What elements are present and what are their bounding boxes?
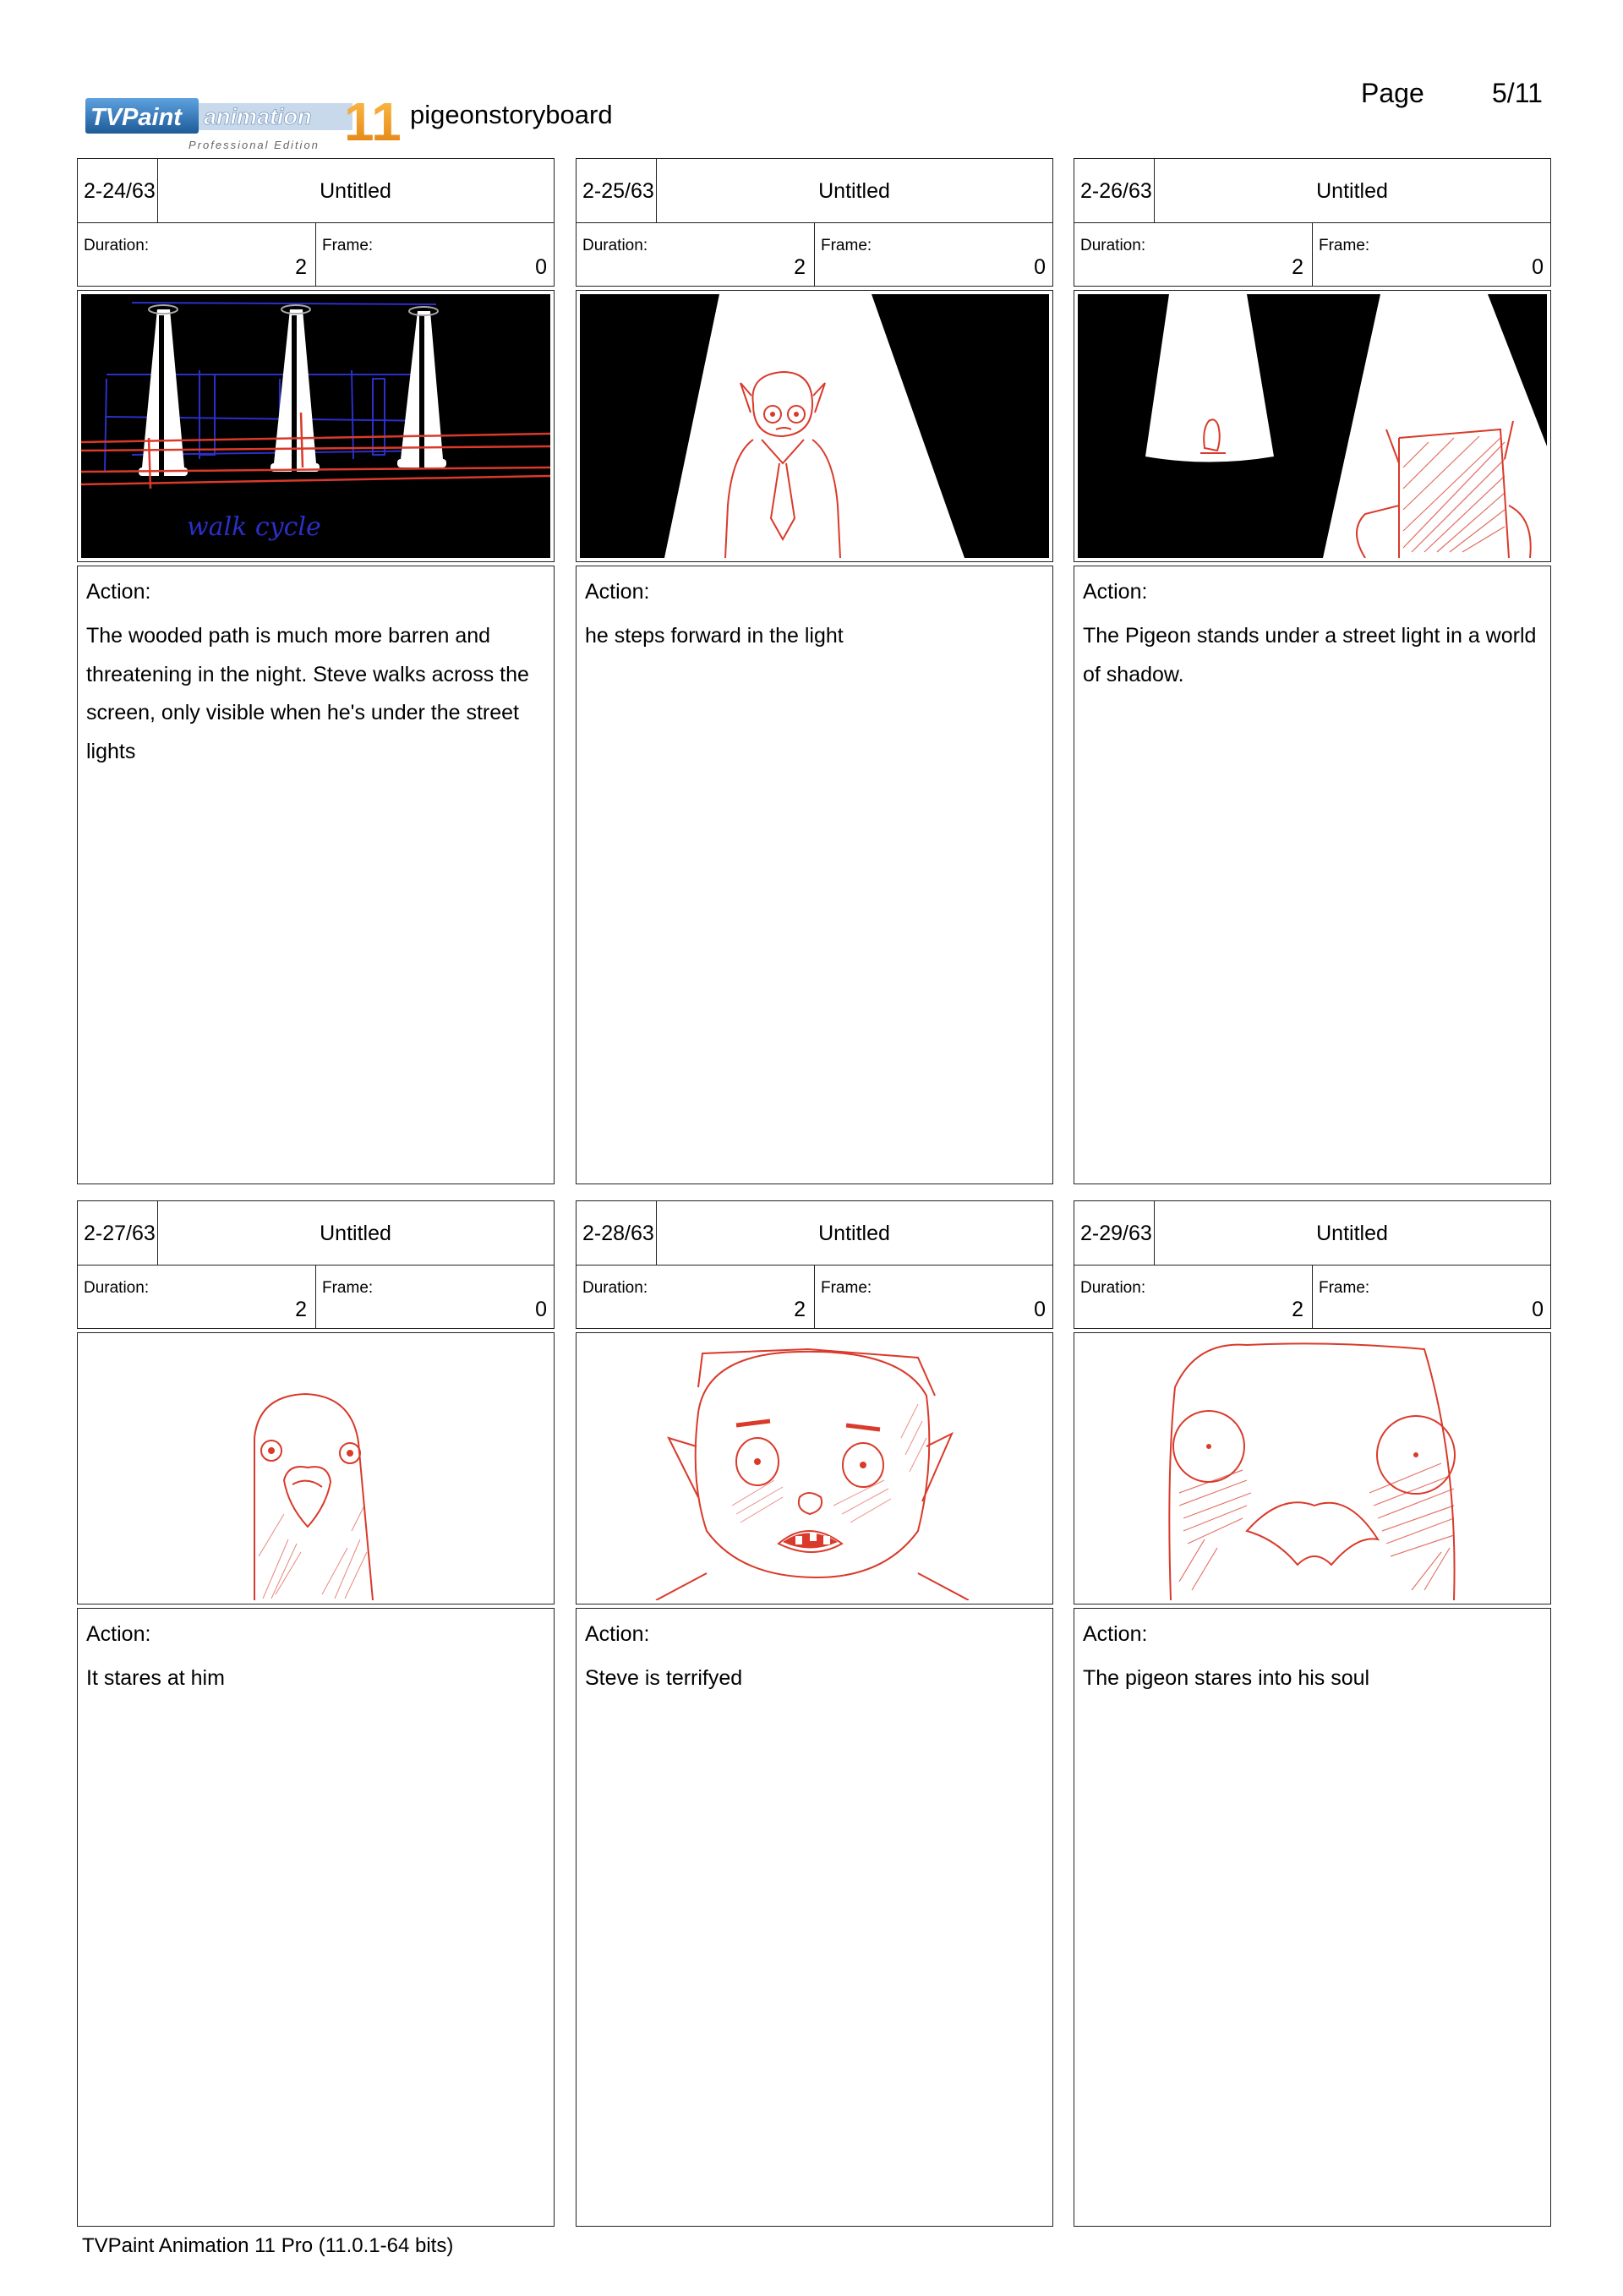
panel-header xyxy=(576,1200,1053,1329)
steve-spotlight-sketch xyxy=(580,294,1049,558)
frame-value: 0 xyxy=(535,1298,547,1321)
duration-label: Duration: xyxy=(582,1279,648,1297)
panel-header xyxy=(1074,158,1551,287)
scene-number: 2-24/63 xyxy=(84,179,156,203)
footer-version: TVPaint Animation 11 Pro (11.0.1-64 bits) xyxy=(82,2234,454,2257)
duration-value: 2 xyxy=(295,1298,307,1321)
logo-version: 11 xyxy=(344,91,400,152)
action-label: Action: xyxy=(86,580,151,604)
action-label: Action: xyxy=(585,580,650,604)
tvpaint-logo xyxy=(85,88,400,154)
frame-label: Frame: xyxy=(1319,1279,1370,1297)
scene-title: Untitled xyxy=(818,179,890,203)
action-text: The Pigeon stands under a street light in a world of shadow. xyxy=(1083,624,1537,686)
action-text: The wooded path is much more barren and threatening in the night. Steve walks across the screen, only visible when he's under the street lights xyxy=(86,624,529,763)
scene-number: 2-29/63 xyxy=(1080,1222,1152,1245)
document-title: pigeonstoryboard xyxy=(410,100,613,129)
scene-title: Untitled xyxy=(1316,179,1388,203)
page-number: 5/11 xyxy=(1492,78,1543,108)
duration-label: Duration: xyxy=(1080,1279,1146,1297)
duration-label: Duration: xyxy=(1080,237,1146,254)
action-text: he steps forward in the light xyxy=(585,624,844,648)
street-lights-sketch xyxy=(81,294,550,558)
frame-label: Frame: xyxy=(821,237,872,254)
scene-number: 2-28/63 xyxy=(582,1222,654,1245)
panel-header xyxy=(1074,1200,1551,1329)
action-label: Action: xyxy=(585,1622,650,1646)
pigeon-streetlight-sketch xyxy=(1078,294,1547,558)
frame-label: Frame: xyxy=(1319,237,1370,254)
action-box xyxy=(576,1608,1053,2227)
panel-thumbnail xyxy=(77,1332,555,1604)
logo-product: animation xyxy=(204,104,312,129)
walk-cycle-note: walk cycle xyxy=(187,512,321,542)
duration-label: Duration: xyxy=(582,237,648,254)
duration-value: 2 xyxy=(794,255,806,279)
panel-thumbnail xyxy=(576,290,1053,562)
duration-value: 2 xyxy=(295,255,307,279)
panel-header xyxy=(77,158,555,287)
tvpaint-logo-graphic xyxy=(85,88,400,154)
frame-label: Frame: xyxy=(322,237,374,254)
duration-value: 2 xyxy=(794,1298,806,1321)
frame-value: 0 xyxy=(1034,255,1046,279)
action-text: Steve is terrifyed xyxy=(585,1666,743,1690)
action-label: Action: xyxy=(1083,580,1148,604)
action-label: Action: xyxy=(1083,1622,1148,1646)
pigeon-extreme-closeup-sketch xyxy=(1078,1337,1547,1600)
action-box xyxy=(1074,566,1551,1184)
action-box xyxy=(77,1608,555,2227)
panel-thumbnail xyxy=(1074,290,1551,562)
logo-edition: Professional Edition xyxy=(189,139,320,151)
scene-number: 2-25/63 xyxy=(582,179,654,203)
pigeon-closeup-sketch xyxy=(81,1337,550,1600)
panel-header xyxy=(77,1200,555,1329)
action-label: Action: xyxy=(86,1622,151,1646)
scene-number: 2-26/63 xyxy=(1080,179,1152,203)
frame-label: Frame: xyxy=(821,1279,872,1297)
action-box xyxy=(1074,1608,1551,2227)
frame-label: Frame: xyxy=(322,1279,374,1297)
scene-title: Untitled xyxy=(1316,1222,1388,1245)
scene-number: 2-27/63 xyxy=(84,1222,156,1245)
duration-label: Duration: xyxy=(84,237,150,254)
duration-value: 2 xyxy=(1292,1298,1303,1321)
panel-thumbnail xyxy=(1074,1332,1551,1604)
frame-value: 0 xyxy=(535,255,547,279)
scene-title: Untitled xyxy=(818,1222,890,1245)
action-box xyxy=(576,566,1053,1184)
frame-value: 0 xyxy=(1532,255,1544,279)
panel-header xyxy=(576,158,1053,287)
page-label: Page xyxy=(1361,78,1424,108)
action-box xyxy=(77,566,555,1184)
duration-label: Duration: xyxy=(84,1279,150,1297)
steve-terrified-sketch xyxy=(580,1337,1049,1600)
frame-value: 0 xyxy=(1532,1298,1544,1321)
scene-title: Untitled xyxy=(320,1222,391,1245)
duration-value: 2 xyxy=(1292,255,1303,279)
action-text: It stares at him xyxy=(86,1666,225,1690)
scene-title: Untitled xyxy=(320,179,391,203)
panel-thumbnail xyxy=(77,290,555,562)
frame-value: 0 xyxy=(1034,1298,1046,1321)
action-text: The pigeon stares into his soul xyxy=(1083,1666,1370,1690)
panel-thumbnail xyxy=(576,1332,1053,1604)
logo-brand: TVPaint xyxy=(90,104,182,131)
